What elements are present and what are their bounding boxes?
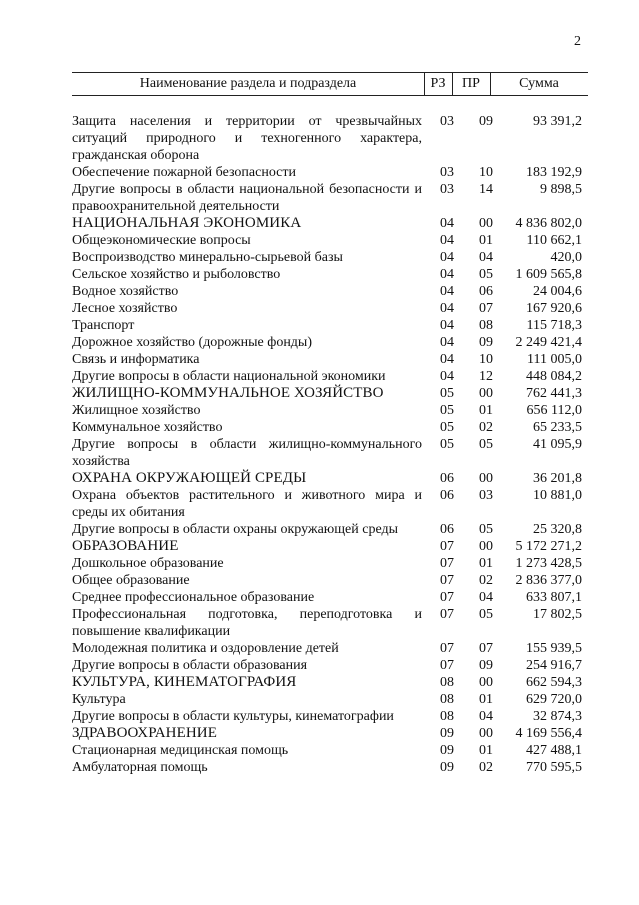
pr-code: 04 <box>479 590 493 605</box>
amount: 10 881,0 <box>533 488 582 503</box>
table-row <box>72 368 588 385</box>
pr-code: 00 <box>479 675 493 690</box>
subsection-name: Воспроизводство минерально-сырьевой базы <box>72 250 343 265</box>
pr-code: 07 <box>479 301 493 316</box>
amount: 9 898,5 <box>540 182 582 197</box>
rz-code: 05 <box>440 403 454 418</box>
pr-code: 02 <box>479 420 493 435</box>
pr-code: 02 <box>479 573 493 588</box>
pr-code: 07 <box>479 641 493 656</box>
pr-code: 02 <box>479 760 493 775</box>
rz-code: 04 <box>440 318 454 333</box>
table-row <box>72 725 588 742</box>
pr-code: 12 <box>479 369 493 384</box>
table-row <box>72 317 588 334</box>
table-row <box>72 351 588 368</box>
table-row <box>72 181 588 215</box>
amount: 25 320,8 <box>533 522 582 537</box>
amount: 4 169 556,4 <box>515 726 582 741</box>
table-row <box>72 538 588 555</box>
rz-code: 07 <box>440 607 454 622</box>
amount: 662 594,3 <box>526 675 582 690</box>
amount: 4 836 802,0 <box>515 216 582 231</box>
rz-code: 07 <box>440 573 454 588</box>
table-row <box>72 283 588 300</box>
subsection-name: Транспорт <box>72 318 135 333</box>
rz-code: 08 <box>440 675 454 690</box>
subsection-name: Охрана объектов растительного и животного мира и среды их обитания <box>72 488 422 520</box>
amount: 65 233,5 <box>533 420 582 435</box>
subsection-name: Другие вопросы в области охраны окружающей среды <box>72 522 398 537</box>
amount: 762 441,3 <box>526 386 582 401</box>
rz-code: 04 <box>440 369 454 384</box>
subsection-name: Общеэкономические вопросы <box>72 233 251 248</box>
rz-code: 06 <box>440 488 454 503</box>
table-row <box>72 674 588 691</box>
pr-code: 03 <box>479 488 493 503</box>
table-row <box>72 521 588 538</box>
amount: 2 249 421,4 <box>515 335 582 350</box>
subsection-name: Среднее профессиональное образование <box>72 590 315 605</box>
subsection-name: Стационарная медицинская помощь <box>72 743 289 758</box>
amount: 420,0 <box>550 250 582 265</box>
subsection-name: Культура <box>72 692 126 707</box>
section-title: ОХРАНА ОКРУЖАЮЩЕЙ СРЕДЫ <box>72 470 307 486</box>
table-row <box>72 606 588 640</box>
header-sum: Сумма <box>519 76 559 91</box>
section-title: ЗДРАВООХРАНЕНИЕ <box>72 725 217 741</box>
amount: 448 084,2 <box>526 369 582 384</box>
rz-code: 04 <box>440 267 454 282</box>
table-row <box>72 385 588 402</box>
pr-code: 05 <box>479 437 493 452</box>
pr-code: 05 <box>479 607 493 622</box>
amount: 770 595,5 <box>526 760 582 775</box>
rz-code: 03 <box>440 165 454 180</box>
subsection-name: Сельское хозяйство и рыболовство <box>72 267 281 282</box>
amount: 24 004,6 <box>533 284 582 299</box>
pr-code: 05 <box>479 522 493 537</box>
rz-code: 04 <box>440 301 454 316</box>
amount: 155 939,5 <box>526 641 582 656</box>
pr-code: 01 <box>479 233 493 248</box>
rz-code: 04 <box>440 284 454 299</box>
table-row <box>72 759 588 776</box>
amount: 41 095,9 <box>533 437 582 452</box>
subsection-name: Коммунальное хозяйство <box>72 420 223 435</box>
table-row <box>72 334 588 351</box>
header-pr: ПР <box>462 76 480 91</box>
amount: 2 836 377,0 <box>515 573 582 588</box>
rz-code: 06 <box>440 471 454 486</box>
section-title: ОБРАЗОВАНИЕ <box>72 538 179 554</box>
subsection-name: Молодежная политика и оздоровление детей <box>72 641 339 656</box>
rz-code: 03 <box>440 182 454 197</box>
pr-code: 01 <box>479 403 493 418</box>
rz-code: 07 <box>440 641 454 656</box>
header-name: Наименование раздела и подраздела <box>139 76 357 91</box>
amount: 629 720,0 <box>526 692 582 707</box>
subsection-name: Другие вопросы в области жилищно-коммунального хозяйства <box>72 437 422 469</box>
amount: 110 662,1 <box>526 233 582 248</box>
rz-code: 08 <box>440 709 454 724</box>
amount: 93 391,2 <box>533 114 582 129</box>
subsection-name: Профессиональная подготовка, переподготовка и повышение квалификации <box>72 607 422 639</box>
amount: 32 874,3 <box>533 709 582 724</box>
subsection-name: Дошкольное образование <box>72 556 224 571</box>
rz-code: 09 <box>440 726 454 741</box>
table-row <box>72 708 588 725</box>
rz-code: 08 <box>440 692 454 707</box>
pr-code: 09 <box>479 335 493 350</box>
pr-code: 14 <box>479 182 493 197</box>
amount: 1 273 428,5 <box>515 556 582 571</box>
section-title: КУЛЬТУРА, КИНЕМАТОГРАФИЯ <box>72 674 297 690</box>
table-row <box>72 657 588 674</box>
pr-code: 01 <box>479 743 493 758</box>
pr-code: 01 <box>479 692 493 707</box>
table-row <box>72 215 588 232</box>
rz-code: 05 <box>440 420 454 435</box>
rz-code: 05 <box>440 386 454 401</box>
amount: 183 192,9 <box>526 165 582 180</box>
amount: 633 807,1 <box>526 590 582 605</box>
pr-code: 06 <box>479 284 493 299</box>
pr-code: 00 <box>479 471 493 486</box>
table-row <box>72 436 588 470</box>
rz-code: 09 <box>440 760 454 775</box>
table-row <box>72 266 588 283</box>
pr-code: 00 <box>479 726 493 741</box>
table-header <box>72 72 588 96</box>
table-row <box>72 555 588 572</box>
amount: 167 920,6 <box>526 301 582 316</box>
section-title: НАЦИОНАЛЬНАЯ ЭКОНОМИКА <box>72 215 302 231</box>
rz-code: 04 <box>440 233 454 248</box>
rz-code: 04 <box>440 250 454 265</box>
rz-code: 04 <box>440 216 454 231</box>
rz-code: 04 <box>440 352 454 367</box>
pr-code: 04 <box>479 250 493 265</box>
table-row <box>72 232 588 249</box>
rz-code: 04 <box>440 335 454 350</box>
table-row <box>72 249 588 266</box>
rz-code: 07 <box>440 590 454 605</box>
table-row <box>72 419 588 436</box>
table-row <box>72 691 588 708</box>
pr-code: 08 <box>479 318 493 333</box>
table-row <box>72 589 588 606</box>
pr-code: 10 <box>479 352 493 367</box>
subsection-name: Дорожное хозяйство (дорожные фонды) <box>72 335 313 350</box>
amount: 427 488,1 <box>526 743 582 758</box>
table-row <box>72 640 588 657</box>
page-number: 2 <box>574 34 581 49</box>
pr-code: 01 <box>479 556 493 571</box>
amount: 111 005,0 <box>527 352 582 367</box>
table-row <box>72 487 588 521</box>
amount: 115 718,3 <box>526 318 582 333</box>
subsection-name: Жилищное хозяйство <box>72 403 201 418</box>
amount: 5 172 271,2 <box>515 539 582 554</box>
pr-code: 09 <box>479 114 493 129</box>
amount: 36 201,8 <box>533 471 582 486</box>
table-row <box>72 164 588 181</box>
subsection-name: Другие вопросы в области образования <box>72 658 308 673</box>
subsection-name: Обеспечение пожарной безопасности <box>72 165 297 180</box>
pr-code: 00 <box>479 386 493 401</box>
subsection-name: Амбулаторная помощь <box>72 760 208 775</box>
table-row <box>72 402 588 419</box>
amount: 254 916,7 <box>526 658 582 673</box>
subsection-name: Общее образование <box>72 573 190 588</box>
subsection-name: Защита населения и территории от чрезвычайных ситуаций природного и техногенного характера, гражданская оборона <box>72 114 422 163</box>
rz-code: 05 <box>440 437 454 452</box>
pr-code: 04 <box>479 709 493 724</box>
rz-code: 07 <box>440 539 454 554</box>
pr-code: 00 <box>479 216 493 231</box>
subsection-name: Связь и информатика <box>72 352 200 367</box>
pr-code: 09 <box>479 658 493 673</box>
subsection-name: Другие вопросы в области национальной экономики <box>72 369 386 384</box>
rz-code: 07 <box>440 556 454 571</box>
table-row <box>72 470 588 487</box>
table-row <box>72 113 588 164</box>
rz-code: 07 <box>440 658 454 673</box>
table-row <box>72 300 588 317</box>
subsection-name: Другие вопросы в области культуры, кинематографии <box>72 709 394 724</box>
amount: 656 112,0 <box>526 403 582 418</box>
subsection-name: Лесное хозяйство <box>72 301 178 316</box>
section-title: ЖИЛИЩНО-КОММУНАЛЬНОЕ ХОЗЯЙСТВО <box>72 385 384 401</box>
table-row <box>72 572 588 589</box>
pr-code: 05 <box>479 267 493 282</box>
subsection-name: Другие вопросы в области национальной безопасности и правоохранительной деятельности <box>72 182 422 214</box>
amount: 17 802,5 <box>533 607 582 622</box>
pr-code: 10 <box>479 165 493 180</box>
rz-code: 03 <box>440 114 454 129</box>
rz-code: 09 <box>440 743 454 758</box>
subsection-name: Водное хозяйство <box>72 284 179 299</box>
amount: 1 609 565,8 <box>515 267 582 282</box>
table-body <box>72 113 588 776</box>
table-row <box>72 742 588 759</box>
rz-code: 06 <box>440 522 454 537</box>
pr-code: 00 <box>479 539 493 554</box>
header-rz: РЗ <box>430 76 446 91</box>
